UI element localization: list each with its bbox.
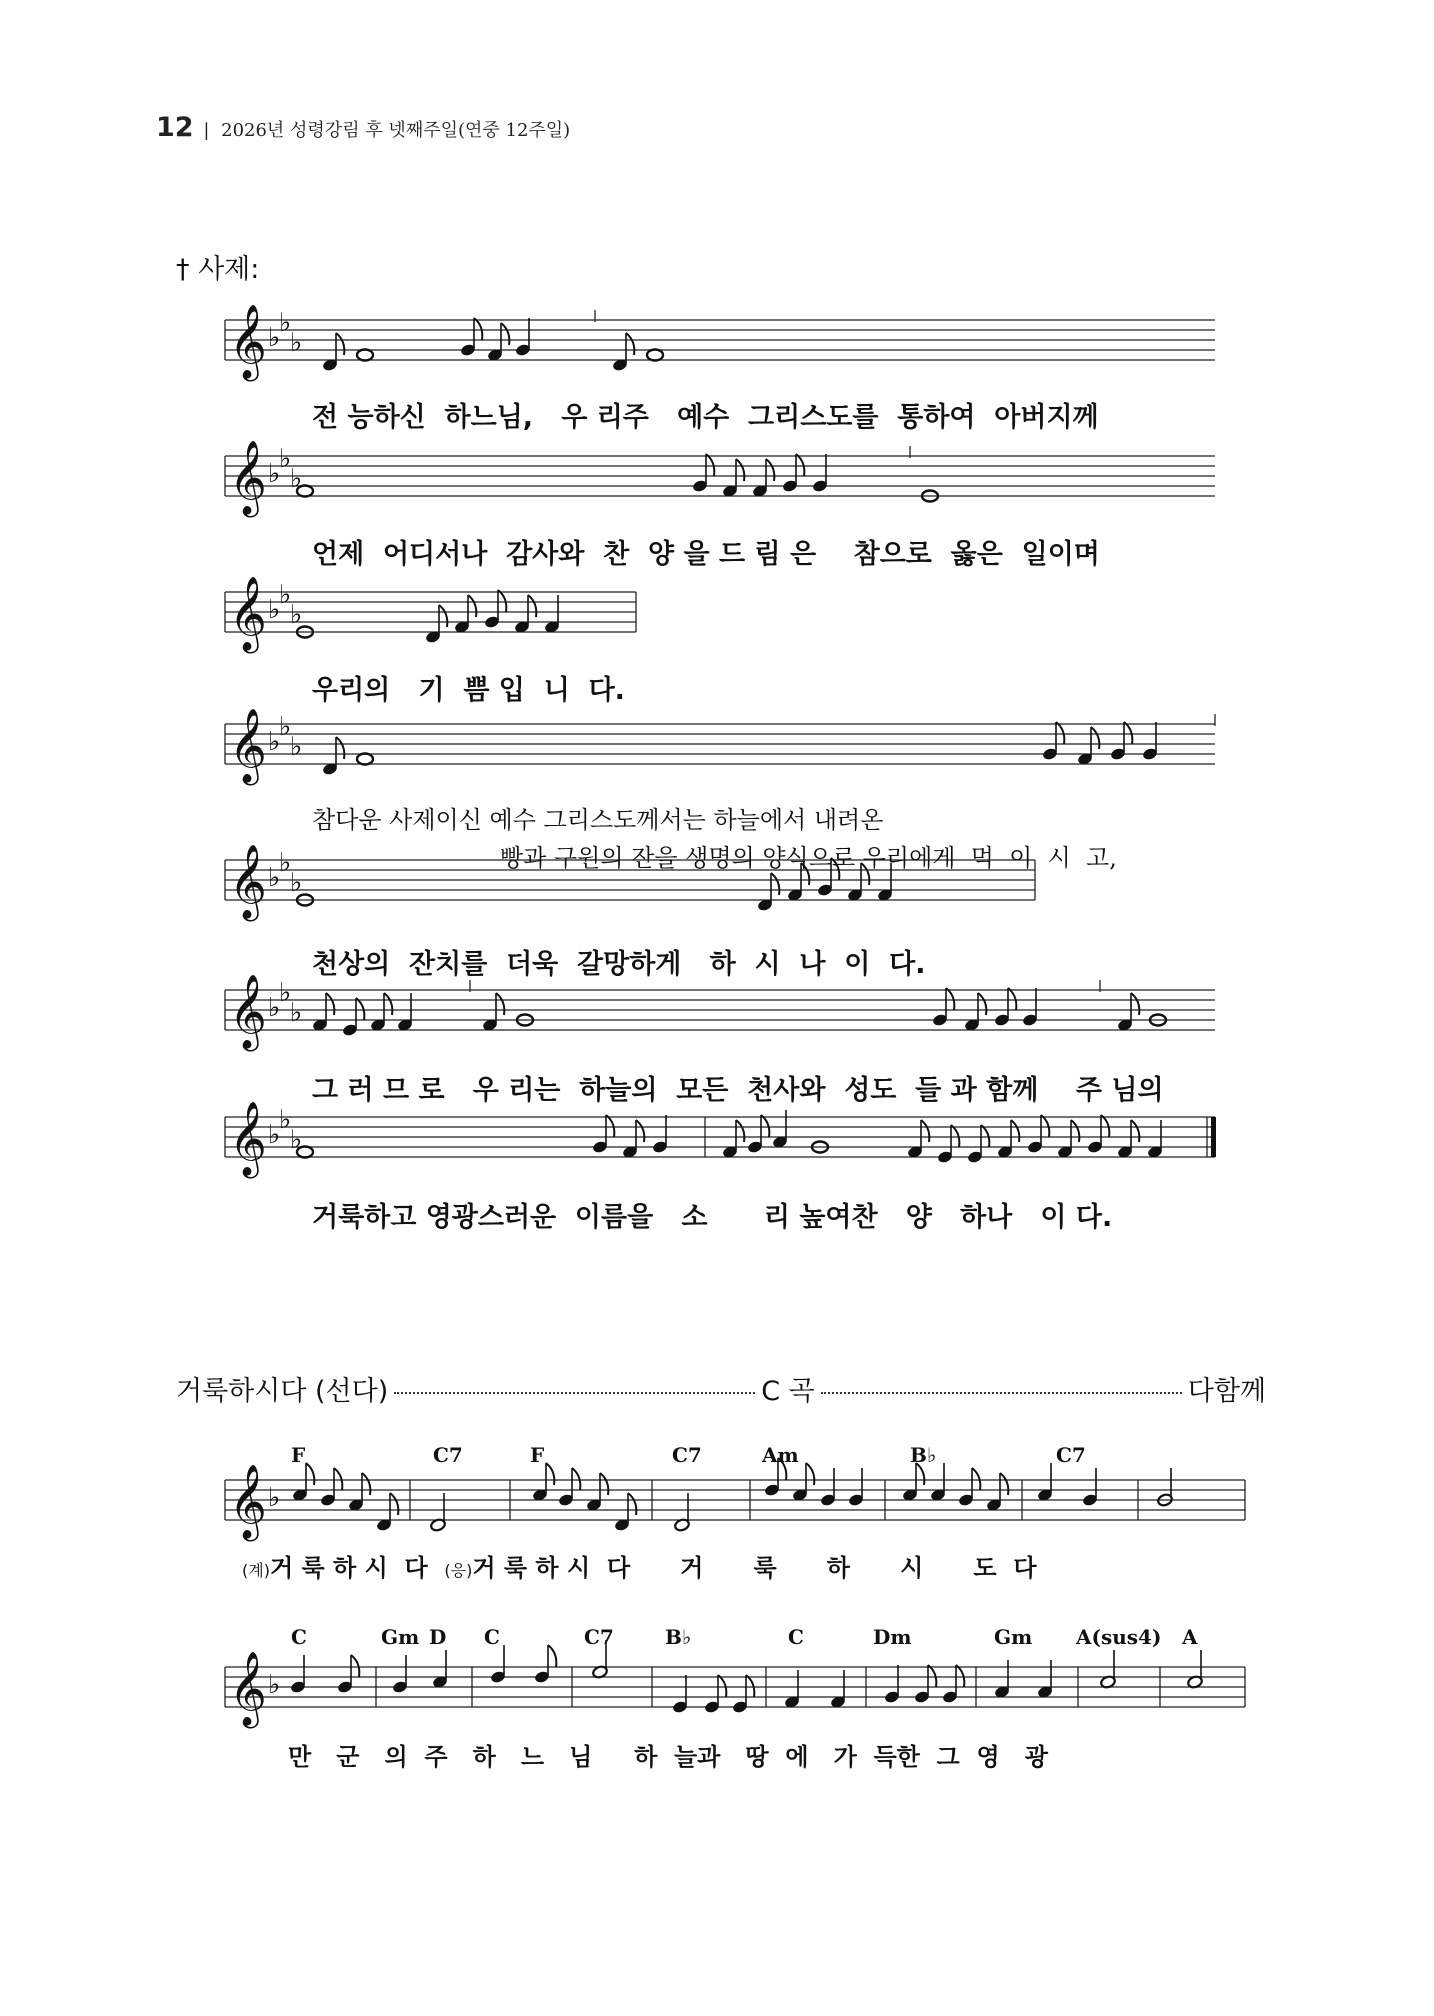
note-flag [626, 333, 634, 355]
chord-symbol: Dm [873, 1625, 912, 1649]
preface-lyric-1: 전 능하신 하느님, 우 리주 예수 그리스도를 통하여 아버지께 [312, 402, 1099, 433]
note-flag [1101, 1115, 1109, 1137]
hymn-composer: C 곡 [761, 1376, 815, 1407]
people-text: 거 룩 하 시 다 거 룩 하 시 도 다 [472, 1554, 1037, 1582]
chord-symbol: Gm [994, 1625, 1033, 1649]
chord-symbol: C7 [672, 1443, 702, 1467]
flat-sign-icon: ♭ [290, 464, 303, 494]
flat-sign-icon: ♭ [268, 993, 281, 1023]
flat-sign-icon: ♭ [279, 580, 292, 610]
note-flag [356, 998, 364, 1020]
flat-sign-icon: ♭ [279, 848, 292, 878]
people-mark: (응) [444, 1561, 473, 1580]
preface-lyric-7: 그 러 므 로 우 리는 하늘의 모든 천사와 성도 들 과 함께 주 님의 [312, 1075, 1164, 1106]
treble-clef-icon: 𝄞 [229, 1465, 267, 1539]
treble-clef-icon: 𝄞 [229, 1652, 267, 1726]
flat-sign-icon: ♭ [290, 1125, 303, 1155]
note-flag [1041, 1115, 1049, 1137]
note-flag [1071, 1120, 1079, 1142]
treble-clef-icon: 𝄞 [229, 845, 267, 919]
whole-note [357, 350, 373, 361]
note-flag [326, 993, 334, 1015]
chord-symbol: B♭ [665, 1625, 692, 1649]
note-flag [928, 1665, 936, 1687]
note-flag [1000, 1473, 1008, 1495]
flat-sign-icon: ♭ [290, 732, 303, 762]
note-flag [761, 1115, 769, 1137]
header-title: 2026년 성령강림 후 넷째주일(연중 12주일) [221, 120, 571, 141]
note-flag [384, 993, 392, 1015]
note-flag [528, 595, 536, 617]
note-flag [390, 1493, 398, 1515]
priest-text: 거 룩 하 시 다 [269, 1554, 428, 1582]
note-flag [1056, 722, 1064, 744]
chord-symbol: C7 [1056, 1443, 1086, 1467]
flat-sign-icon: ♭ [279, 978, 292, 1008]
chord-symbol: A [1182, 1625, 1198, 1649]
flat-sign-icon: ♭ [279, 712, 292, 742]
note-flag [636, 1120, 644, 1142]
note-flag [334, 1468, 342, 1490]
note-flag [1008, 988, 1016, 1010]
priest-label: † 사제: [176, 254, 260, 285]
flat-sign-icon: ♭ [268, 1120, 281, 1150]
note-flag [474, 318, 482, 340]
hymn-performer: 다함께 [1187, 1376, 1267, 1407]
chord-symbol: C [291, 1625, 307, 1649]
note-flag [362, 1473, 370, 1495]
treble-clef-icon: 𝄞 [229, 1102, 267, 1176]
note-flag [496, 993, 504, 1015]
flat-sign-icon: ♭ [290, 868, 303, 898]
hymn-lyric-row-2: 만 군 의 주 하 느 님 하 늘과 땅 에 가 득한 그 영 광 [288, 1743, 1048, 1771]
page-number: 12 [156, 112, 194, 143]
hymn-heading [176, 1369, 1266, 1408]
flat-sign-icon: ♭ [268, 595, 281, 625]
flat-sign-icon: ♭ [290, 600, 303, 630]
note-flag [981, 1125, 989, 1147]
note-flag [956, 1665, 964, 1687]
note-flag [336, 737, 344, 759]
treble-clef-icon: 𝄞 [229, 441, 267, 515]
note-flag [706, 454, 714, 476]
note-flag [628, 1493, 636, 1515]
note-flag [766, 459, 774, 481]
note-flag [951, 1125, 959, 1147]
treble-clef-icon: 𝄞 [229, 305, 267, 379]
note-flag [439, 605, 447, 627]
whole-note [357, 754, 373, 765]
note-flag [1124, 722, 1132, 744]
note-flag [498, 590, 506, 612]
note-flag [1011, 1120, 1019, 1142]
flat-sign-icon: ♭ [268, 1670, 281, 1700]
treble-clef-icon: 𝄞 [229, 577, 267, 651]
flat-sign-icon: ♭ [290, 998, 303, 1028]
header-separator: | [203, 120, 210, 141]
note-flag [468, 595, 476, 617]
note-flag [972, 1468, 980, 1490]
note-flag [548, 1645, 556, 1667]
chord-symbol: C7 [584, 1625, 614, 1649]
note-flag [718, 1675, 726, 1697]
chord-symbol: C [484, 1625, 500, 1649]
note-flag [572, 1468, 580, 1490]
chord-symbol: A(sus4) [1076, 1625, 1162, 1649]
chord-symbol: C [788, 1625, 804, 1649]
flat-sign-icon: ♭ [268, 1483, 281, 1513]
hymn-lyric-row-1 [242, 1548, 1037, 1583]
note-flag [806, 1463, 814, 1485]
flat-sign-icon: ♭ [268, 323, 281, 353]
chord-symbol: F [530, 1443, 545, 1467]
chord-symbol: C7 [433, 1443, 463, 1467]
priest-mark: (계) [242, 1561, 270, 1580]
note-flag [351, 1655, 359, 1677]
preface-lyric-8: 거룩하고 영광스러운 이름을 소 리 높여찬 양 하나 이 다. [312, 1202, 1113, 1233]
whole-note [647, 350, 663, 361]
leader-dots [394, 1392, 755, 1394]
note-flag [736, 1120, 744, 1142]
note-flag [546, 1463, 554, 1485]
note-flag [1131, 993, 1139, 1015]
flat-sign-icon: ♭ [279, 1105, 292, 1135]
note-flag [501, 323, 509, 345]
hymn-title: 거룩하시다 (선다) [176, 1376, 389, 1407]
chord-symbol: F [291, 1443, 306, 1467]
note-flag [1131, 1120, 1139, 1142]
flat-sign-icon: ♭ [268, 863, 281, 893]
leader-dots [821, 1392, 1182, 1394]
note-flag [796, 454, 804, 476]
note-flag [978, 993, 986, 1015]
chord-symbol: Gm [381, 1625, 420, 1649]
preface-lyric-4: 참다운 사제이신 예수 그리스도께서는 하늘에서 내려온 [312, 806, 884, 834]
final-barline [1211, 1117, 1216, 1157]
preface-lyric-3: 우리의 기 쁨 입 니 다. [312, 675, 625, 706]
note-flag [771, 873, 779, 895]
note-flag [1091, 727, 1099, 749]
note-flag [306, 1463, 314, 1485]
flat-sign-icon: ♭ [279, 308, 292, 338]
note-flag [600, 1473, 608, 1495]
flat-sign-icon: ♭ [279, 444, 292, 474]
preface-lyric-5: 빵과 구원의 잔을 생명의 양식으로 우리에게 먹 이 시 고, [500, 844, 1117, 872]
chord-symbol: B♭ [910, 1443, 937, 1467]
treble-clef-icon: 𝄞 [229, 709, 267, 783]
chord-symbol: Am [762, 1443, 799, 1467]
note-flag [746, 1675, 754, 1697]
preface-lyric-2: 언제 어디서나 감사와 찬 양 을 드 림 은 참으로 옳은 일이며 [312, 539, 1100, 570]
note-flag [921, 1120, 929, 1142]
flat-sign-icon: ♭ [268, 459, 281, 489]
note-flag [336, 333, 344, 355]
treble-clef-icon: 𝄞 [229, 975, 267, 1049]
preface-lyric-6: 천상의 잔치를 더욱 갈망하게 하 시 나 이 다. [312, 949, 926, 980]
flat-sign-icon: ♭ [268, 727, 281, 757]
chord-symbol: D [429, 1625, 447, 1649]
note-flag [736, 459, 744, 481]
note-flag [606, 1115, 614, 1137]
flat-sign-icon: ♭ [290, 328, 303, 358]
note-flag [946, 988, 954, 1010]
